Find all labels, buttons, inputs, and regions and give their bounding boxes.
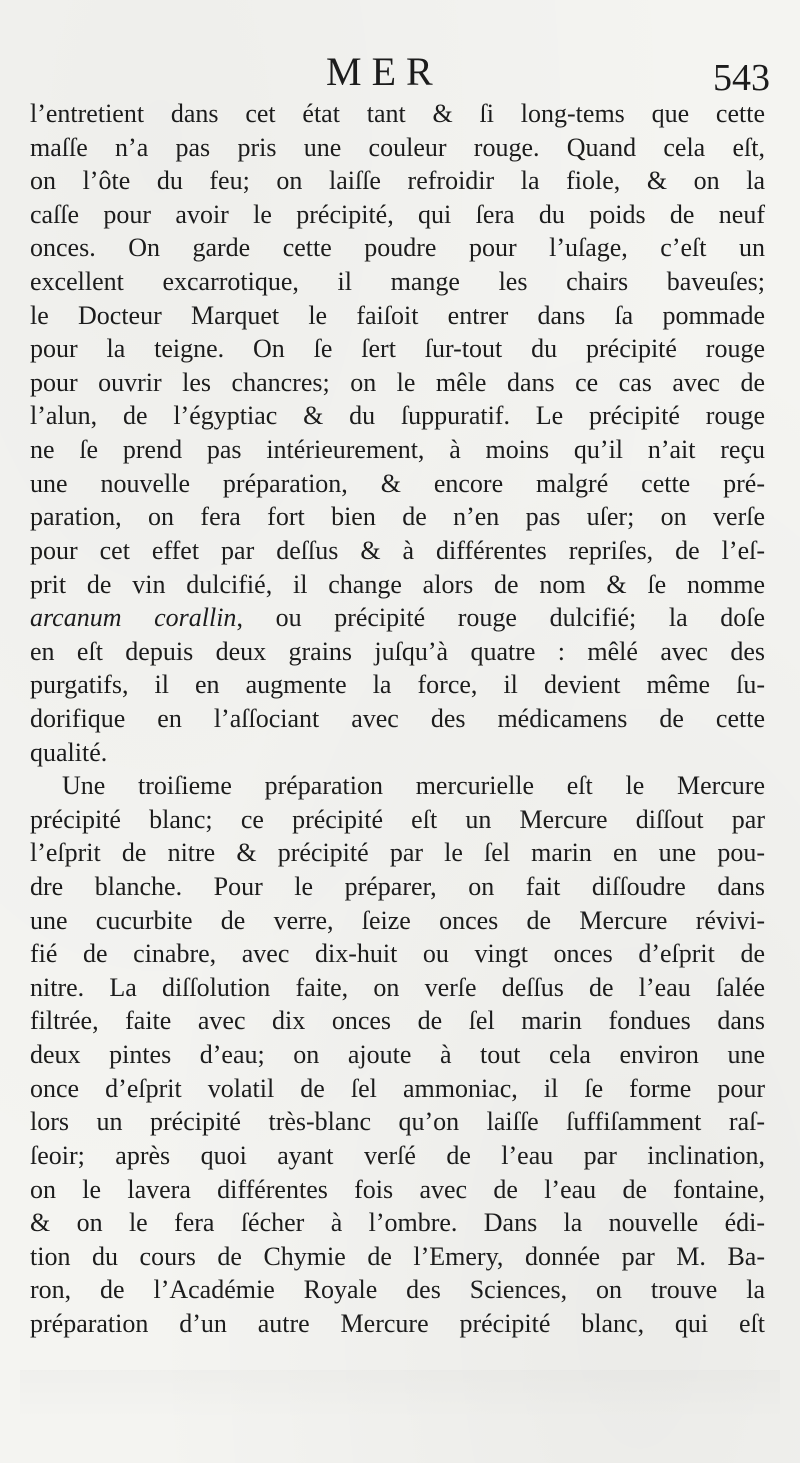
text-line: pour cet effet par deſſus & à différentes repriſes, de l’eſ- — [30, 535, 765, 565]
text-line: ron, de l’Académie Royale des Sciences, on trouve la — [30, 1275, 765, 1305]
text-line: maſſe n’a pas pris une couleur rouge. Quand cela eſt, — [30, 132, 765, 162]
text-line-latin — [30, 601, 765, 635]
text-line: précipité blanc; ce précipité eſt un Mercure diſſout par — [30, 804, 765, 834]
text-line: l’eſprit de nitre & précipité par le ſel marin en une pou- — [30, 838, 765, 868]
text-line: ſeoir; après quoi ayant verſé de l’eau par inclination, — [30, 1140, 765, 1170]
text-line: l’entretient dans cet état tant & ſi long-tems que cette — [30, 99, 765, 128]
show-through-shadow — [20, 1370, 780, 1420]
text-line: dre blanche. Pour le préparer, on fait diſſoudre dans — [30, 872, 765, 902]
text-line: deux pintes d’eau; on ajoute à tout cela environ une — [30, 1040, 765, 1070]
text-line: nitre. La diſſolution faite, on verſe deſſus de l’eau ſalée — [30, 972, 765, 1002]
text-line: fié de cinabre, avec dix-huit ou vingt onces d’eſprit de — [30, 939, 765, 969]
latin-term: arcanum corallin — [30, 603, 237, 633]
text-line: excellent excarrotique, il mange les chairs baveuſes; — [30, 267, 765, 297]
text-line: onces. On garde cette poudre pour l’uſage, c’eſt un — [30, 233, 765, 263]
text-line: l’alun, de l’égyptiac & du ſuppuratif. Le précipité rouge — [30, 401, 765, 431]
text-line: pour la teigne. On ſe ſert ſur-tout du précipité rouge — [30, 334, 765, 364]
text-line: une cucurbite de verre, ſeize onces de Mercure révivi- — [30, 905, 765, 935]
page-header — [0, 50, 800, 100]
body-text — [30, 97, 765, 1341]
text-line: on le lavera différentes fois avec de l’eau de fontaine, — [30, 1174, 765, 1204]
text-line: tion du cours de Chymie de l’Emery, donnée par M. Ba- — [30, 1241, 765, 1271]
text-line: une nouvelle préparation, & encore malgré cette pré- — [30, 468, 765, 498]
text-line: caſſe pour avoir le précipité, qui ſera du poids de neuf — [30, 199, 765, 229]
text-line: ne ſe prend pas intérieurement, à moins qu’il n’ait reçu — [30, 435, 765, 465]
text-line: paration, on fera fort bien de n’en pas uſer; on verſe — [30, 502, 765, 532]
text-line: once d’eſprit volatil de ſel ammoniac, il ſe forme pour — [30, 1073, 765, 1103]
text-line: pour ouvrir les chancres; on le mêle dans ce cas avec de — [30, 367, 765, 397]
text-line: filtrée, faite avec dix onces de ſel marin fondues dans — [30, 1006, 765, 1036]
running-head: MER — [326, 49, 443, 94]
text-line: & on le fera ſécher à l’ombre. Dans la nouvelle édi- — [30, 1208, 765, 1238]
text-line: en eſt depuis deux grains juſqu’à quatre : mêlé avec des — [30, 636, 765, 666]
paragraph-start-line: Une troiſieme préparation mercurielle eſt le Mercure — [62, 771, 765, 801]
text-line: le Docteur Marquet le faiſoit entrer dans ſa pommade — [30, 300, 765, 330]
page-number: 543 — [713, 57, 770, 99]
text-line: purgatifs, il en augmente la force, il devient même ſu- — [30, 670, 765, 700]
text-line: on l’ôte du feu; on laiſſe refroidir la fiole, & on la — [30, 166, 765, 196]
text-line-remainder: , ou précipité rouge dulcifié; la doſe — [236, 603, 765, 633]
text-line: dorifique en l’aſſociant avec des médicamens de cette — [30, 703, 765, 733]
text-line: lors un précipité très-blanc qu’on laiſſe ſuffiſamment raſ- — [30, 1107, 765, 1137]
text-line: préparation d’un autre Mercure précipité blanc, qui eſt — [30, 1308, 765, 1338]
text-line: qualité. — [30, 737, 108, 767]
text-line: prit de vin dulcifié, il change alors de nom & ſe nomme — [30, 569, 765, 599]
